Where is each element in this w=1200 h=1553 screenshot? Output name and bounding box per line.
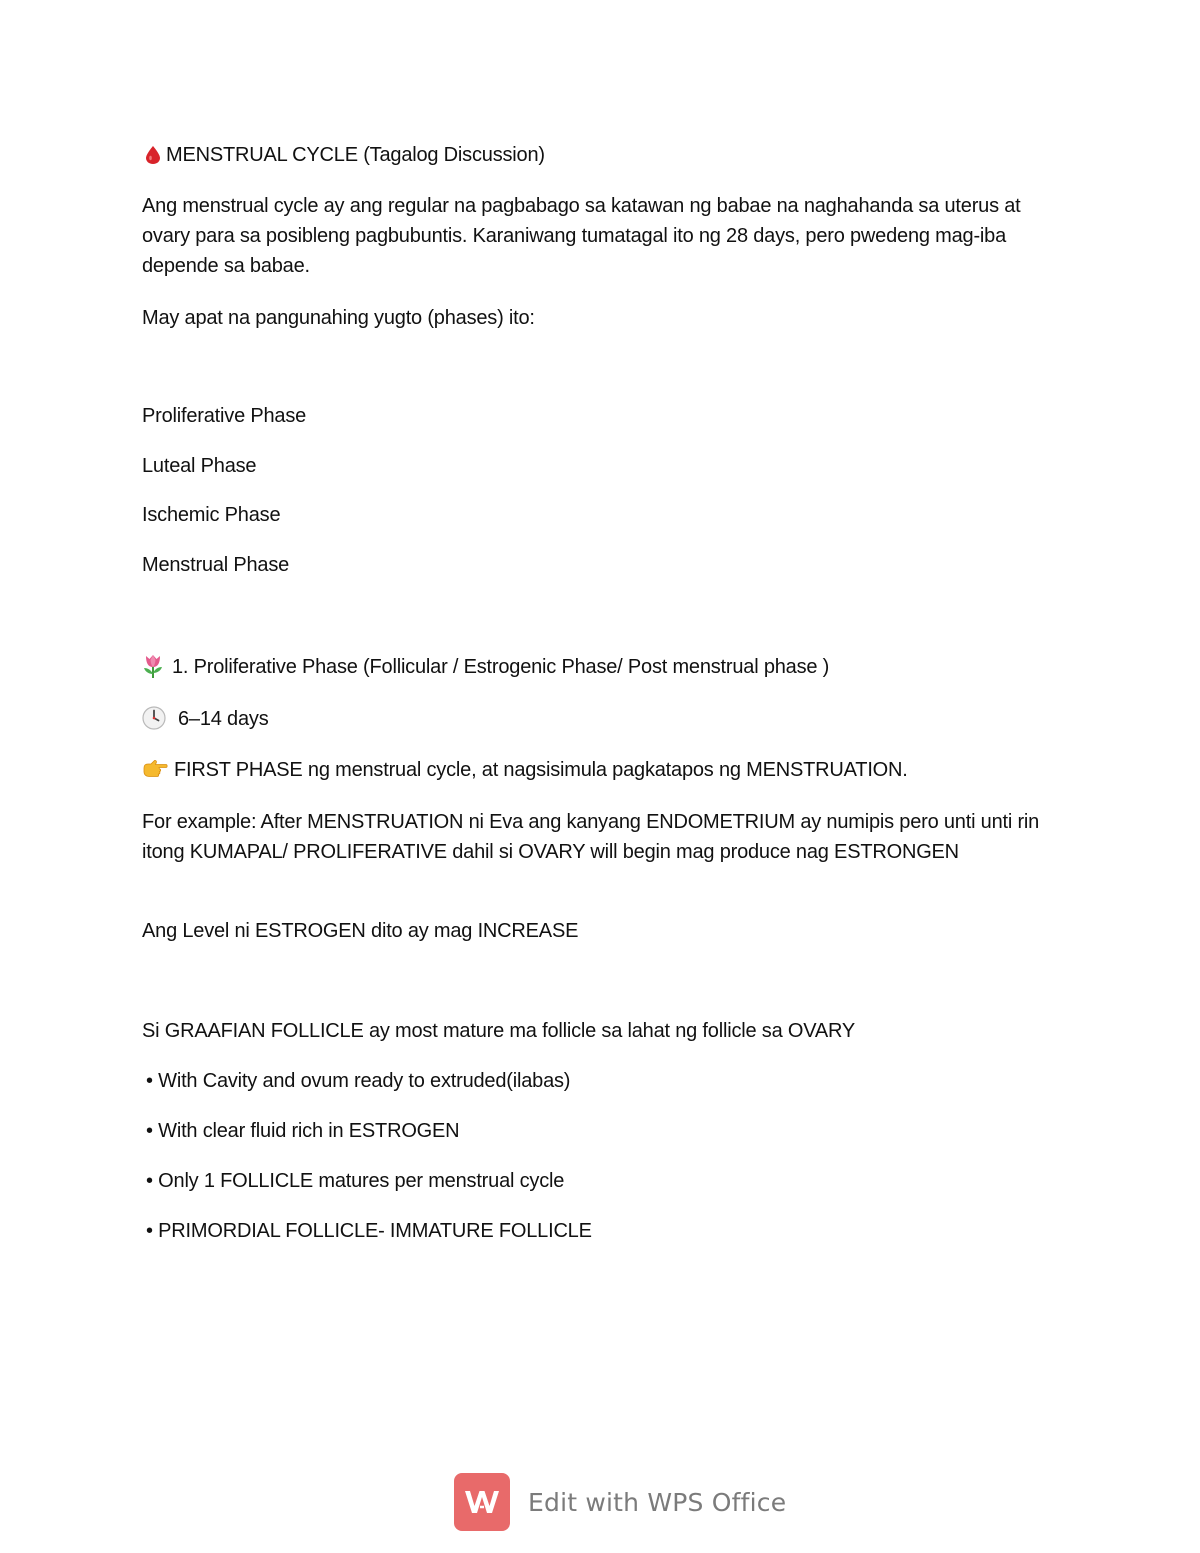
clock-icon xyxy=(142,706,166,730)
list-item: • With Cavity and ovum ready to extruded(ilabas) xyxy=(146,1070,571,1092)
phase-list-item: Ischemic Phase xyxy=(142,504,281,526)
section1-days-row xyxy=(142,704,269,734)
drop-of-blood-icon xyxy=(146,146,160,164)
section1-point: FIRST PHASE ng menstrual cycle, at nagsisimula pagkatapos ng MENSTRUATION. xyxy=(174,759,908,781)
phase-list-item: Menstrual Phase xyxy=(142,554,290,576)
section1-graafian: Si GRAAFIAN FOLLICLE ay most mature ma follicle sa lahat ng follicle sa OVARY xyxy=(142,1020,856,1042)
list-item: • Only 1 FOLLICLE matures per menstrual cycle xyxy=(146,1170,565,1192)
section1-estrogen-level: Ang Level ni ESTROGEN dito ay mag INCREASE xyxy=(142,920,579,942)
phases-intro: May apat na pangunahing yugto (phases) ito: xyxy=(142,307,535,329)
section1-point-row xyxy=(142,755,908,785)
wps-logo-icon xyxy=(454,1473,510,1531)
phase-list-item: Luteal Phase xyxy=(142,455,257,477)
tulip-icon xyxy=(142,654,164,678)
phase-list-item: Proliferative Phase xyxy=(142,405,307,427)
section1-heading: 1. Proliferative Phase (Follicular / Estrogenic Phase/ Post menstrual phase ) xyxy=(172,656,830,678)
intro-paragraph: Ang menstrual cycle ay ang regular na pagbabago sa katawan ng babae na naghahanda sa uterus at ovary para sa posibleng pagbubuntis. Karaniwang tumatagal ito ng 28 days, pero pwedeng mag-iba depende sa babae. xyxy=(142,195,1021,277)
document-title-row xyxy=(142,140,545,170)
section1-heading-row xyxy=(142,652,829,682)
section1-days: 6–14 days xyxy=(178,708,269,730)
pointing-hand-icon xyxy=(142,758,168,780)
section1-example: For example: After MENSTRUATION ni Eva ang kanyang ENDOMETRIUM ay numipis pero unti unti rin itong KUMAPAL/ PROLIFERATIVE dahil si OVARY will begin mag produce nag ESTRONGEN xyxy=(142,811,1040,863)
document-title: MENSTRUAL CYCLE (Tagalog Discussion) xyxy=(166,144,545,166)
list-item: • With clear fluid rich in ESTROGEN xyxy=(146,1120,460,1142)
edit-with-wps-link[interactable] xyxy=(454,1473,786,1531)
list-item: • PRIMORDIAL FOLLICLE- IMMATURE FOLLICLE xyxy=(146,1220,592,1242)
edit-with-wps-label[interactable]: Edit with WPS Office xyxy=(528,1487,787,1517)
